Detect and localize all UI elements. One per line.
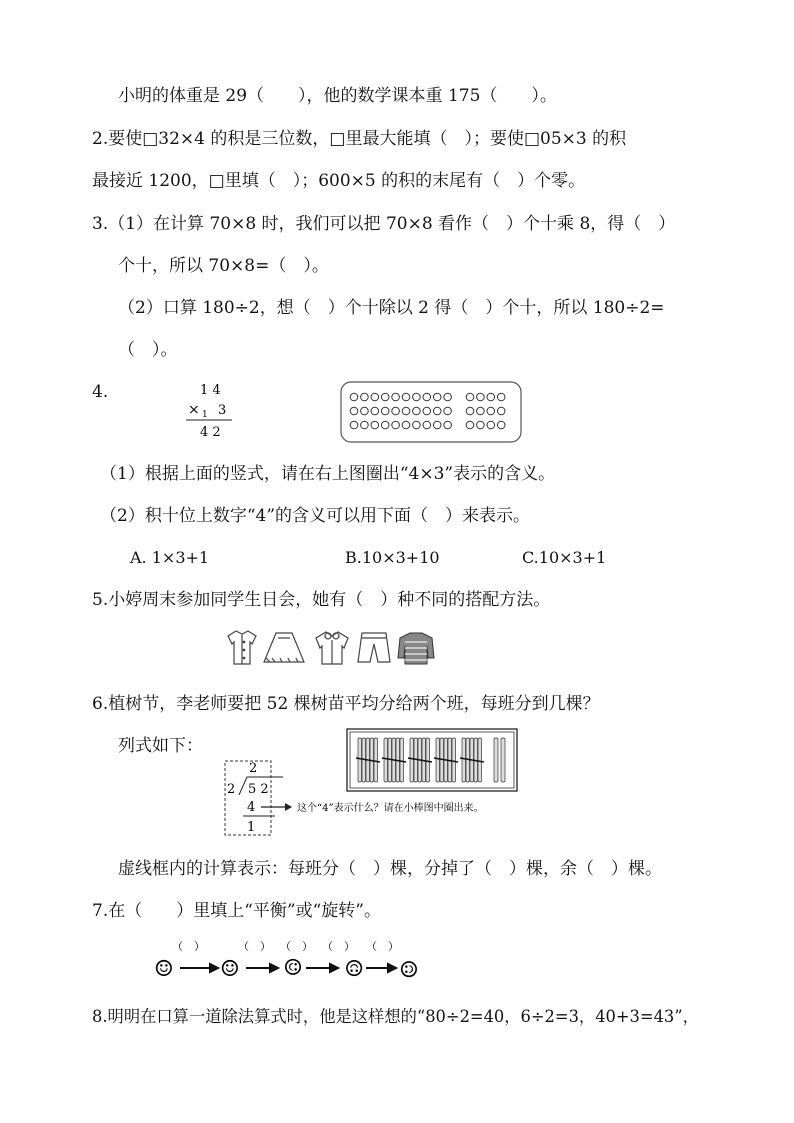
circle-mark xyxy=(423,421,431,429)
circle-mark xyxy=(466,393,474,401)
q7-paren-3: （ ） xyxy=(280,940,313,953)
circle-mark xyxy=(444,407,452,415)
circle-mark xyxy=(477,407,485,415)
circle-mark xyxy=(402,421,410,429)
q7-question: 7.在（ ）里填上“平衡”或“旋转”。 xyxy=(92,901,381,921)
blouse-icon xyxy=(316,632,348,664)
q6-question: 6.植树节，李老师要把 52 棵树苗平均分给两个班，每班分到几棵？ xyxy=(92,694,600,714)
sweater-icon xyxy=(398,633,434,664)
q4-option-c: C.10×3+1 xyxy=(522,548,607,567)
circle-mark xyxy=(350,393,358,401)
circle-mark xyxy=(497,407,505,415)
circle-mark xyxy=(487,393,495,401)
q4-vertical-carry: 1 xyxy=(202,410,208,420)
circle-mark xyxy=(433,393,441,401)
q3-line-4: （ ）。 xyxy=(118,340,178,360)
q2-line-2: 最接近 1200，□里填（ ）；600×5 的积的末尾有（ ）个零。 xyxy=(92,171,586,191)
q4-circles-picture xyxy=(340,381,522,443)
arrow-right-icon xyxy=(210,964,218,972)
circle-mark xyxy=(402,393,410,401)
circle-mark xyxy=(423,407,431,415)
q7-paren-5: （ ） xyxy=(366,940,399,953)
q4-vertical-operator: × xyxy=(188,402,200,418)
circle-mark xyxy=(361,393,369,401)
circle-mark xyxy=(381,421,389,429)
circle-mark xyxy=(361,407,369,415)
q7-face-sequence xyxy=(150,940,430,984)
q2-line-1: 2.要使□32×4 的积是三位数，□里最大能填（ ）；要使□05×3 的积 xyxy=(92,129,627,149)
circle-mark xyxy=(381,393,389,401)
division-quotient: 2 xyxy=(249,761,258,776)
q4-vertical-multiplier: 3 xyxy=(218,403,227,418)
arrow-right-icon xyxy=(388,964,396,972)
circle-mark xyxy=(487,407,495,415)
circle-mark xyxy=(371,421,379,429)
arrow-right-icon xyxy=(270,964,278,972)
q8-question: 8.明明在口算一道除法算式时，他是这样想的“80÷2=40，6÷2=3，40+3=43”， xyxy=(92,1007,699,1026)
circle-mark xyxy=(392,421,400,429)
q6-intro: 列式如下： xyxy=(118,736,203,756)
q6-long-division xyxy=(215,755,555,841)
circle-mark xyxy=(466,421,474,429)
smiley-face-icon: ☺ xyxy=(398,959,423,979)
circle-mark xyxy=(350,407,358,415)
circle-mark xyxy=(371,393,379,401)
circle-mark xyxy=(402,407,410,415)
q4-vertical-top: 1 4 xyxy=(200,383,221,398)
q4-option-a: A. 1×3+1 xyxy=(130,548,210,567)
q4-vertical-result: 4 2 xyxy=(200,425,221,440)
circle-mark xyxy=(477,393,485,401)
circle-mark xyxy=(497,421,505,429)
q4-sub-1: （1）根据上面的竖式，请在右上图圈出“4×3”表示的含义。 xyxy=(100,464,556,484)
circle-mark xyxy=(413,421,421,429)
circle-mark xyxy=(371,407,379,415)
smiley-face-icon: ☺ xyxy=(220,957,240,982)
q5-question: 5.小婷周末参加同学生日会，她有（ ）种不同的搭配方法。 xyxy=(92,590,551,610)
q3-line-2: 个十，所以 70×8=（ ）。 xyxy=(118,256,329,276)
circle-mark xyxy=(433,421,441,429)
circle-mark xyxy=(487,421,495,429)
q4-sub-2: （2）积十位上数字“4”的含义可以用下面（ ）来表示。 xyxy=(100,506,531,526)
q5-clothing-row xyxy=(220,628,440,668)
division-note: 这个“4”表示什么？请在小棒图中圈出来。 xyxy=(297,803,484,814)
circle-mark xyxy=(392,407,400,415)
q7-paren-4: （ ） xyxy=(322,940,355,953)
circle-mark xyxy=(477,421,485,429)
q7-paren-1: （ ） xyxy=(172,940,205,953)
circle-mark xyxy=(392,393,400,401)
shorts-icon xyxy=(358,633,390,662)
skirt-icon xyxy=(264,633,304,662)
q3-line-3: （2）口算 180÷2，想（ ）个十除以 2 得（ ）个十，所以 180÷2= xyxy=(118,298,665,318)
arrow-right-icon xyxy=(330,964,338,972)
circle-mark xyxy=(361,421,369,429)
division-partial: 4 xyxy=(247,800,256,815)
division-remainder: 1 xyxy=(247,820,256,835)
shirt-icon xyxy=(228,631,256,664)
circle-mark xyxy=(466,407,474,415)
circle-mark xyxy=(381,407,389,415)
circle-mark xyxy=(413,407,421,415)
q1-continuation: 小明的体重是 29（ ），他的数学课本重 175（ ）。 xyxy=(118,86,557,106)
q4-number: 4. xyxy=(92,382,109,402)
smiley-face-icon: ☺ xyxy=(154,957,174,982)
circle-mark xyxy=(423,393,431,401)
arrow-right-icon xyxy=(285,803,292,811)
q4-vertical-multiplication xyxy=(180,380,240,442)
division-divisor: 2 xyxy=(227,782,236,797)
q4-option-b: B.10×3+10 xyxy=(345,548,440,567)
circle-mark xyxy=(444,393,452,401)
circle-mark xyxy=(433,407,441,415)
q3-line-1: 3.（1）在计算 70×8 时，我们可以把 70×8 看作（ ）个十乘 8，得（ ） xyxy=(92,214,676,234)
smiley-face-icon: ☺ xyxy=(344,954,364,979)
q6-explanation: 虚线框内的计算表示：每班分（ ）棵，分掉了（ ）棵，余（ ）棵。 xyxy=(118,859,662,879)
circle-mark xyxy=(413,393,421,401)
circle-mark xyxy=(444,421,452,429)
circle-mark xyxy=(497,393,505,401)
q7-paren-2: （ ） xyxy=(238,940,271,953)
division-dividend: 5 2 xyxy=(248,782,269,797)
circle-mark xyxy=(350,421,358,429)
smiley-face-icon: ☺ xyxy=(279,957,304,977)
